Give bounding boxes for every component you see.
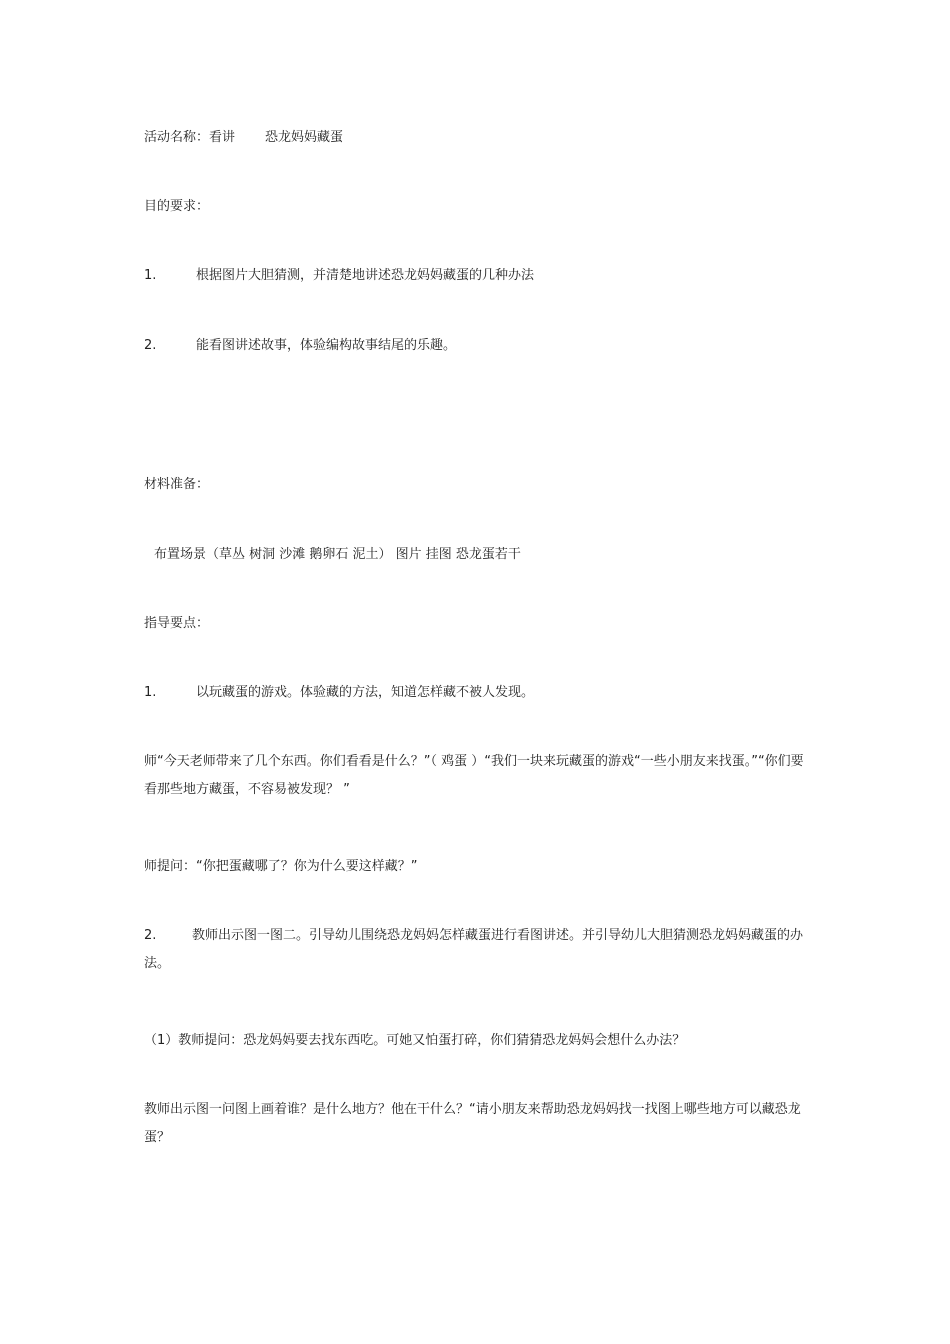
point-number: 2. <box>144 928 157 943</box>
goal-number: 1. <box>144 268 157 283</box>
goal-item-1 <box>144 262 814 290</box>
point-text: 以玩藏蛋的游戏。体验藏的方法，知道怎样藏不被人发现。 <box>196 685 535 700</box>
goal-number: 2. <box>144 338 157 353</box>
guidance-point-2 <box>144 922 814 978</box>
goal-text: 根据图片大胆猜测，并清楚地讲述恐龙妈妈藏蛋的几种办法 <box>196 268 535 283</box>
activity-title: 恐龙妈妈藏蛋 <box>265 130 344 145</box>
point-number: 1. <box>144 685 157 700</box>
activity-label: 活动名称：看讲 <box>144 130 236 145</box>
point-text: 教师出示图一图二。引导幼儿围绕恐龙妈妈怎样藏蛋进行看图讲述。并引导幼儿大胆猜测恐龙妈妈藏蛋的办法。 <box>144 928 804 971</box>
materials-heading: 材料准备： <box>144 477 210 492</box>
teacher-show-paragraph: 教师出示图一问图上画着谁？是什么地方？他在干什么？“请小朋友来帮助恐龙妈妈找一找图上哪些地方可以藏恐龙蛋？ <box>144 1102 801 1145</box>
teacher-intro-paragraph: 师“今天老师带来了几个东西。你们看看是什么？”（ 鸡蛋 ）“我们一块来玩藏蛋的游戏“一些小朋友来找蛋。”“你们要看那些地方藏蛋，不容易被发现？ ” <box>144 754 804 797</box>
guidance-heading: 指导要点： <box>144 616 210 631</box>
goal-text: 能看图讲述故事，体验编构故事结尾的乐趣。 <box>196 338 457 353</box>
activity-name-line <box>144 124 814 152</box>
teacher-question: 师提问：“你把蛋藏哪了？你为什么要这样藏？” <box>144 859 418 874</box>
sub-point-1: （1）教师提问：恐龙妈妈要去找东西吃。可她又怕蛋打碎，你们猜猜恐龙妈妈会想什么办法？ <box>144 1033 686 1048</box>
goals-heading: 目的要求： <box>144 199 210 214</box>
materials-text: 布置场景（草丛 树洞 沙滩 鹅卵石 泥土） 图片 挂图 恐龙蛋若干 <box>154 547 521 562</box>
guidance-point-1 <box>144 679 814 707</box>
goal-item-2 <box>144 332 814 360</box>
